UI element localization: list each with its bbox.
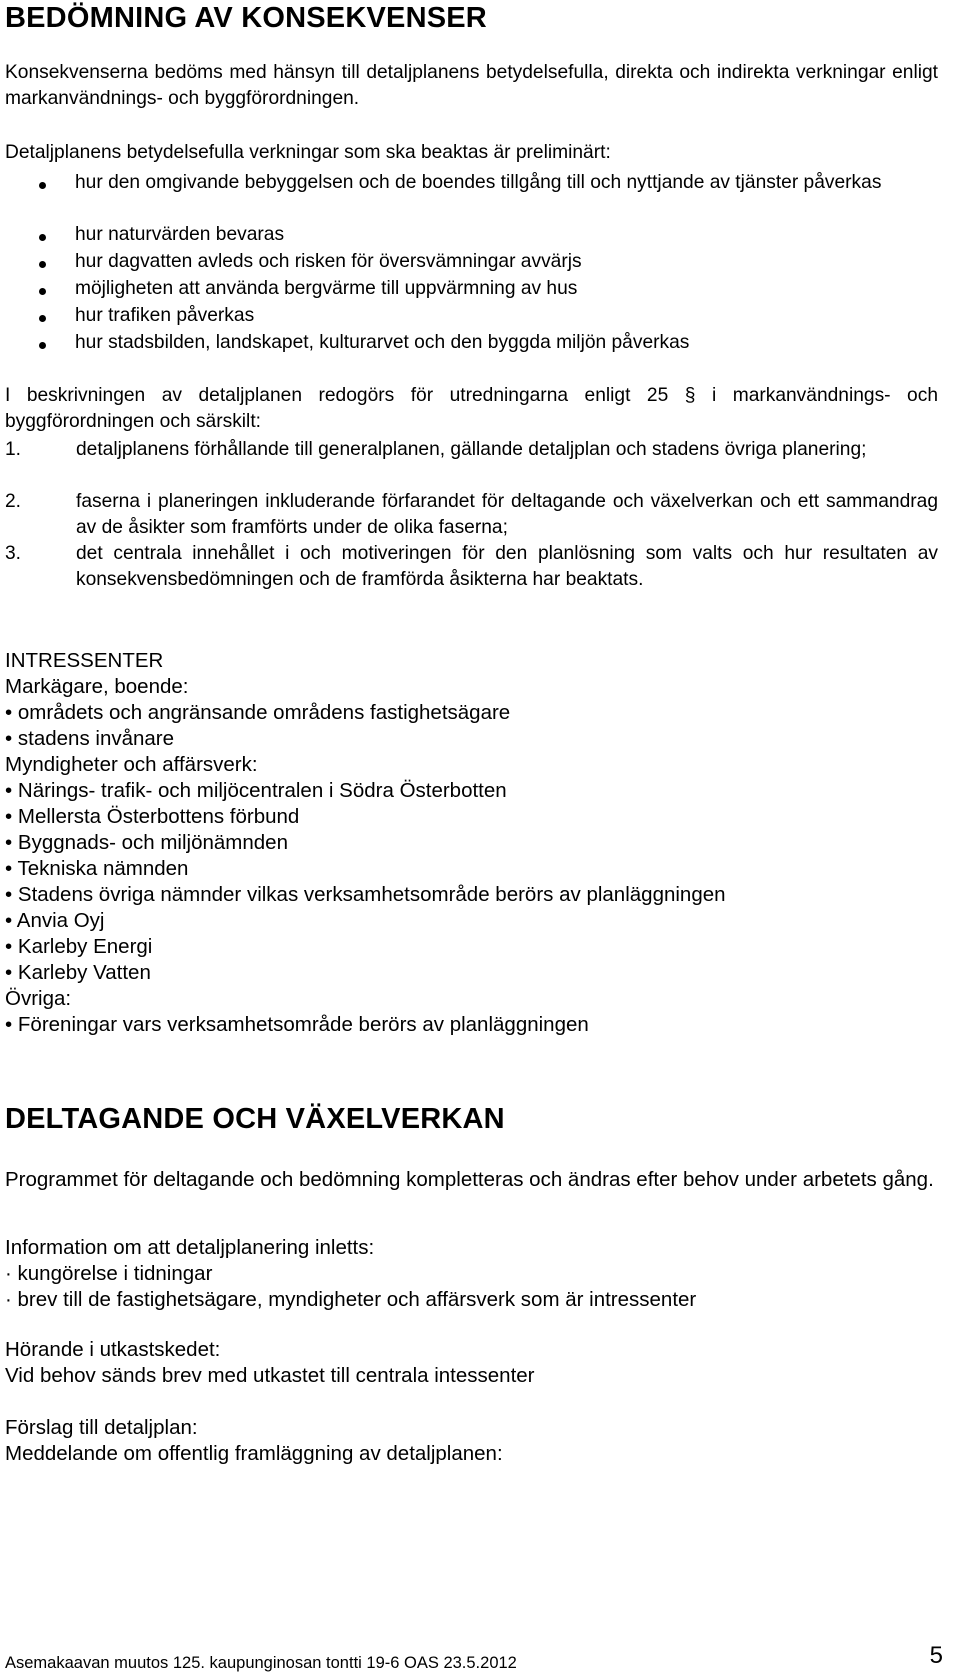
page-footer: Asemakaavan muutos 125. kaupunginosan tontti 19-6 OAS 23.5.2012	[5, 1654, 517, 1672]
bullet-dot	[39, 261, 46, 268]
effect-item: hur den omgivande bebyggelsen och de boendes tillgång till och nyttjande av tjänster påverkas	[75, 172, 882, 193]
interest-item: • Anvia Oyj	[5, 909, 105, 932]
bullet-glyph: •	[5, 883, 13, 906]
section2-intro: Programmet för deltagande och bedömning kompletteras och ändras efter behov under arbetets gång.	[5, 1168, 934, 1191]
bullet-glyph: •	[5, 805, 13, 828]
effect-item: hur trafiken påverkas	[75, 305, 255, 326]
info-item: · brev till de fastighetsägare, myndigheter och affärsverk som är intressenter	[5, 1288, 697, 1311]
interest-item: • Stadens övriga nämnder vilkas verksamhetsområde berörs av planläggningen	[5, 883, 726, 906]
description-lead: I beskrivningen av detaljplanen redogörs för utredningarna enligt 25 § i markanvändnings- och byggförordningen och särskilt:	[5, 385, 938, 432]
bullet-glyph: •	[5, 779, 13, 802]
effect-item: hur naturvärden bevaras	[75, 224, 285, 245]
interest-item: • stadens invånare	[5, 727, 175, 750]
bullet-dot	[39, 342, 46, 349]
effect-item: hur stadsbilden, landskapet, kulturarvet och den byggda miljön påverkas	[75, 332, 690, 353]
interest-item: • Karleby Vatten	[5, 961, 151, 984]
bullet-dot	[39, 234, 46, 241]
bullet-glyph: •	[5, 909, 13, 932]
interest-item: • Tekniska nämnden	[5, 857, 189, 880]
info-label: Information om att detaljplanering inletts:	[5, 1236, 375, 1259]
group-label: Övriga:	[5, 987, 72, 1010]
list-number: 1.	[5, 439, 22, 460]
effect-item: möjligheten att använda bergvärme till uppvärmning av hus	[75, 278, 578, 299]
interest-item: • Föreningar vars verksamhetsområde berörs av planläggningen	[5, 1013, 589, 1036]
list-number: 2.	[5, 491, 22, 512]
intro-paragraph: Konsekvenserna bedöms med hänsyn till detaljplanens betydelsefulla, direkta och indirekta verkningar enligt markanvändnings- och byggförordningen.	[5, 62, 938, 109]
bullet-dot	[39, 182, 46, 189]
hearing-text: Vid behov sänds brev med utkastet till centrala intessenter	[5, 1364, 535, 1387]
bullet-glyph: •	[5, 701, 13, 724]
effect-item: hur dagvatten avleds och risken för översvämningar avvärjs	[75, 251, 582, 272]
bullet-glyph: •	[5, 831, 13, 854]
interest-item: • områdets och angränsande områdens fastighetsägare	[5, 701, 511, 724]
effects-lead: Detaljplanens betydelsefulla verkningar som ska beaktas är preliminärt:	[5, 142, 611, 163]
hearing-label: Hörande i utkastskedet:	[5, 1338, 221, 1361]
bullet-glyph: •	[5, 935, 13, 958]
interest-item: • Mellersta Österbottens förbund	[5, 805, 300, 828]
heading-deltagande: DELTAGANDE OCH VÄXELVERKAN	[5, 1103, 505, 1135]
list-number: 3.	[5, 543, 22, 564]
numbered-item: faserna i planeringen inkluderande förfarandet för deltagande och växelverkan och ett sammandrag av de åsikter som framförts under de olika faserna;	[76, 491, 938, 538]
bullet-dot	[39, 315, 46, 322]
page-number: 5	[929, 1642, 943, 1669]
heading-bedomning: BEDÖMNING AV KONSEKVENSER	[5, 2, 487, 34]
info-item: · kungörelse i tidningar	[5, 1262, 213, 1285]
numbered-item: detaljplanens förhållande till generalplanen, gällande detaljplan och stadens övriga planering;	[76, 439, 867, 460]
bullet-dot	[39, 288, 46, 295]
numbered-item: det centrala innehållet i och motiveringen för den planlösning som valts och hur resultaten av konsekvensbedömningen och de framförda åsikterna har beaktats.	[76, 543, 938, 590]
bullet-glyph: •	[5, 1013, 13, 1036]
interest-item: • Byggnads- och miljönämnden	[5, 831, 288, 854]
bullet-glyph: •	[5, 857, 13, 880]
group-label: Markägare, boende:	[5, 675, 189, 698]
interest-item: • Närings- trafik- och miljöcentralen i Södra Österbotten	[5, 779, 507, 802]
bullet-glyph: •	[5, 727, 13, 750]
interests-heading: INTRESSENTER	[5, 649, 164, 672]
bullet-glyph: •	[5, 961, 13, 984]
group-label: Myndigheter och affärsverk:	[5, 753, 258, 776]
proposal-text: Meddelande om offentlig framläggning av detaljplanen:	[5, 1442, 503, 1465]
interest-item: • Karleby Energi	[5, 935, 153, 958]
proposal-label: Förslag till detaljplan:	[5, 1416, 198, 1439]
